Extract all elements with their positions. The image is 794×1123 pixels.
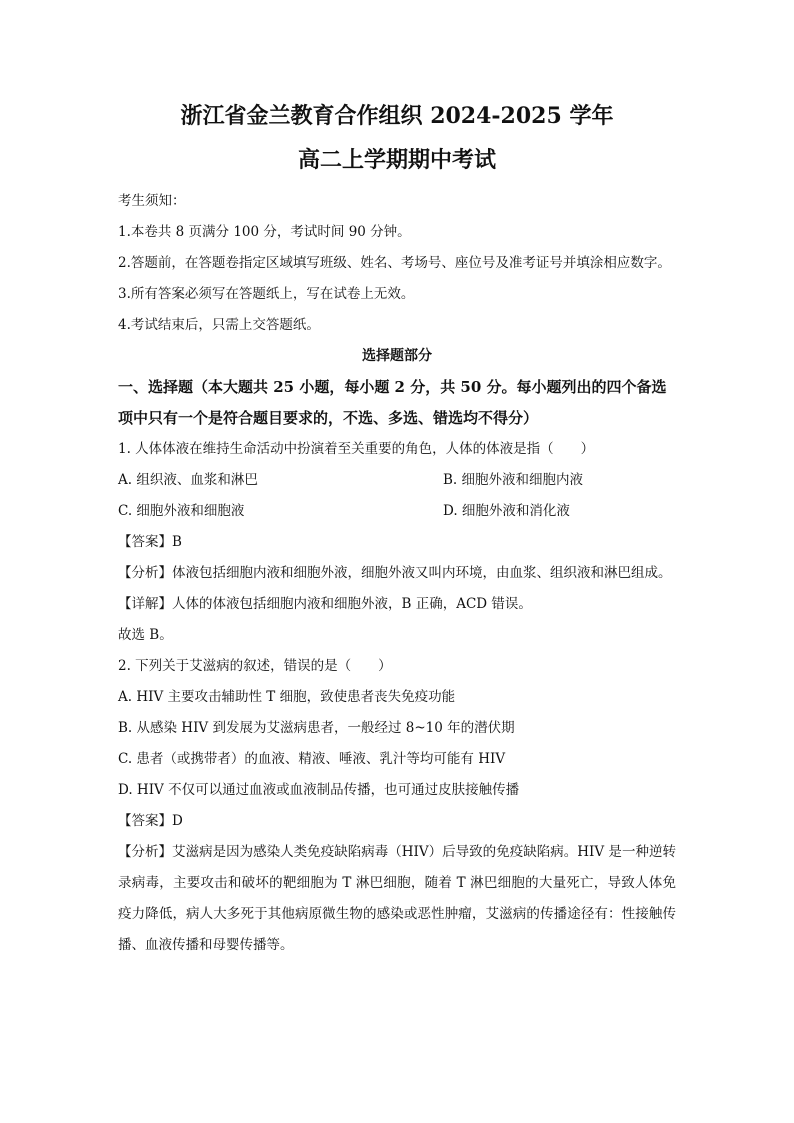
notice-item: 4.考试结束后，只需上交答题纸。 [118,317,320,333]
question-stem: 2. 下列关于艾滋病的叙述，错误的是（ ） [118,658,392,674]
page-title: 浙江省金兰教育合作组织 2024-2025 学年 [180,103,614,129]
page-subtitle: 高二上学期期中考试 [297,147,496,173]
conclusion: 故选 B。 [118,627,173,643]
detail: 【详解】人体的体液包括细胞内液和细胞外液，B 正确，ACD 错误。 [118,596,532,612]
notice-item: 2.答题前，在答题卷指定区域填写班级、姓名、考场号、座位号及准考证号并填涂相应数字。 [118,255,671,271]
option-a: A. 组织液、血浆和淋巴 [118,472,258,488]
option-d: D. 细胞外液和消化液 [443,503,570,519]
notice-item: 1.本卷共 8 页满分 100 分，考试时间 90 分钟。 [118,224,411,240]
question-stem: 1. 人体体液在维持生命活动中扮演着至关重要的角色，人体的体液是指（ ） [118,441,595,457]
option-a: A. HIV 主要攻击辅助性 T 细胞，致使患者丧失免疫功能 [118,689,456,705]
exam-page [118,100,676,961]
notice-heading: 考生须知： [118,193,186,209]
option-c: C. 患者（或携带者）的血液、精液、唾液、乳汁等均可能有 HIV [118,751,506,767]
answer: 【答案】D [118,813,183,829]
option-d: D. HIV 不仅可以通过血液或血液制品传播，也可通过皮肤接触传播 [118,782,520,798]
notice-item: 3.所有答案必须写在答题纸上，写在试卷上无效。 [118,286,415,302]
option-c: C. 细胞外液和细胞液 [118,503,245,519]
option-b: B. 细胞外液和细胞内液 [443,472,584,488]
answer: 【答案】B [118,534,182,550]
option-row [118,465,676,496]
analysis: 【分析】体液包括细胞内液和细胞外液，细胞外液又叫内环境，由血浆、组织液和淋巴组成。 [118,565,672,581]
option-row [118,496,676,527]
analysis: 【分析】艾滋病是因为感染人类免疫缺陷病毒（HIV）后导致的免疫缺陷病。HIV 是一种逆转录病毒，主要攻击和破坏的靶细胞为 T 淋巴细胞，随着 T 淋巴细胞的大量死亡，导致人体免疫力降低，病人大多死于其他病原微生物的感染或恶性肿瘤，艾滋病的传播途径有：性接触传播、血液传播和母婴传播等。 [118,844,676,953]
part-heading: 一、选择题（本大题共 25 小题，每小题 2 分，共 50 分。每小题列出的四个备选项中只有一个是符合题目要求的，不选、多选、错选均不得分） [118,378,667,427]
option-b: B. 从感染 HIV 到发展为艾滋病患者，一般经过 8~10 年的潜伏期 [118,720,515,736]
section-title: 选择题部分 [362,348,432,364]
